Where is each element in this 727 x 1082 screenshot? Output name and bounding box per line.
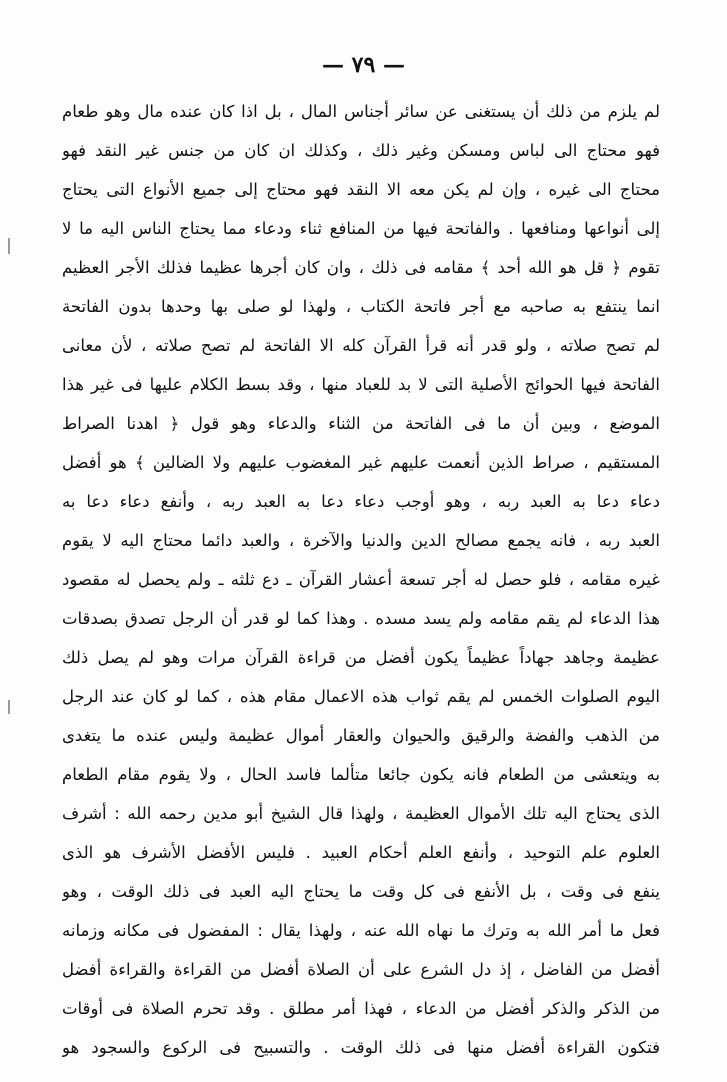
text-line: من الذكر والذكر أفضل من الدعاء ، فهذا أمر مطلق . وقد تحرم الصلاة فى أوقات — [62, 999, 660, 1018]
text-line: غيره مقامه ، فلو حصل له أجر تسعة أعشار القرآن ـ دع ثلثه ـ ولم يحصل له مقصود — [62, 570, 660, 589]
text-line: إلى أنواعها ومنافعها . والفاتحة فيها من المنافع ثناء ودعاء مما يحتاج الناس اليه ما لا — [62, 219, 660, 238]
text-line: عظيمة وجاهد جهاداً عظيماً يكون أفضل من قراءة القرآن مرات وهو لم يصل ذلك — [62, 648, 660, 667]
text-line: العلوم علم التوحيد ، وأنفع العلم أحكام العبيد . فليس الأفضل الأشرف هو الذى — [62, 843, 660, 862]
text-line: أفضل من الفاضل ، إذ دل الشرع على أن الصلاة أفضل من القراءة والقراءة أفضل — [62, 960, 660, 979]
text-line: فهو محتاج الى لباس ومسكن وغير ذلك ، وكذلك ان كان من جنس غير النقد فهو — [62, 141, 660, 160]
text-line: الذى يحتاج اليه تلك الأموال العظيمة ، ولهذا قال الشيخ أبو مدين رحمه الله : أشرف — [62, 804, 660, 823]
page-number: — ٧٩ — — [322, 52, 405, 78]
text-line: لم تصح صلاته ، ولو قدر أنه قرأ القرآن كله الا الفاتحة لم تصح صلاته ، لأن معانى — [62, 336, 660, 355]
body-text — [62, 92, 660, 1067]
text-line: العبد ربه ، فانه يجمع مصالح الدين والدنيا والآخرة ، والعبد دائما محتاج اليه لا يقوم — [62, 531, 660, 550]
text-line: انما ينتفع به صاحبه مع أجر فاتحة الكتاب ، ولهذا لو صلى بها وحدها بدون الفاتحة — [62, 297, 660, 316]
text-line: فتكون القراءة أفضل منها فى ذلك الوقت . والتسبيح فى الركوع والسجود هو — [62, 1038, 660, 1057]
text-line: من الذهب والفضة والرقيق والحيوان والعقار أموال عظيمة وليس عنده ما يتغدى — [62, 726, 660, 745]
text-line: تقوم ﴿ قل هو الله أحد ﴾ مقامه فى ذلك ، وان كان أجرها عظيما فذلك الأجر العظيم — [62, 258, 660, 277]
text-line: هذا الدعاء لم يقم مقامه ولم يسد مسده . وهذا كما لو قدر أن الرجل تصدق بصدقات — [62, 609, 660, 628]
scan-margin-mark — [8, 700, 10, 714]
text-line: فعل ما أمر الله به وترك ما نهاه الله عنه ، ولهذا يقال : المفضول فى مكانه وزمانه — [62, 921, 660, 940]
text-line: لم يلزم من ذلك أن يستغنى عن سائر أجناس المال ، بل اذا كان عنده مال وهو طعام — [62, 102, 660, 121]
text-line: اليوم الصلوات الخمس لم يقم ثواب هذه الاعمال مقام هذه ، كما لو كان عند الرجل — [62, 687, 660, 706]
text-line: محتاج الى غيره ، وإن لم يكن معه الا النقد فهو محتاج إلى جميع الأنواع التى يحتاج — [62, 180, 660, 199]
scan-margin-mark — [8, 238, 10, 254]
text-line: الموضع ، وبين أن ما فى الفاتحة من الثناء والدعاء وهو قول ﴿ اهدنا الصراط — [62, 414, 660, 433]
text-line: ينفع فى وقت ، بل الأنفع فى كل وقت ما يحتاج اليه العبد فى ذلك الوقت ، وهو — [62, 882, 660, 901]
text-line: الفاتحة فيها الحوائج الأصلية التى لا بد للعباد منها ، وقد بسط الكلام عليها فى غير هذا — [62, 375, 660, 394]
text-line: به ويتعشى من الطعام فانه يكون جائعا متألما فاسد الحال ، ولا يقوم مقام الطعام — [62, 765, 660, 784]
text-line: دعاء دعا به العبد ربه ، وهو أوجب دعاء دعا به العبد ربه ، وأنفع دعاء دعا به — [62, 492, 660, 511]
text-line: المستقيم ، صراط الذين أنعمت عليهم غير المغضوب عليهم ولا الضالين ﴾ هو أفضل — [62, 453, 660, 472]
